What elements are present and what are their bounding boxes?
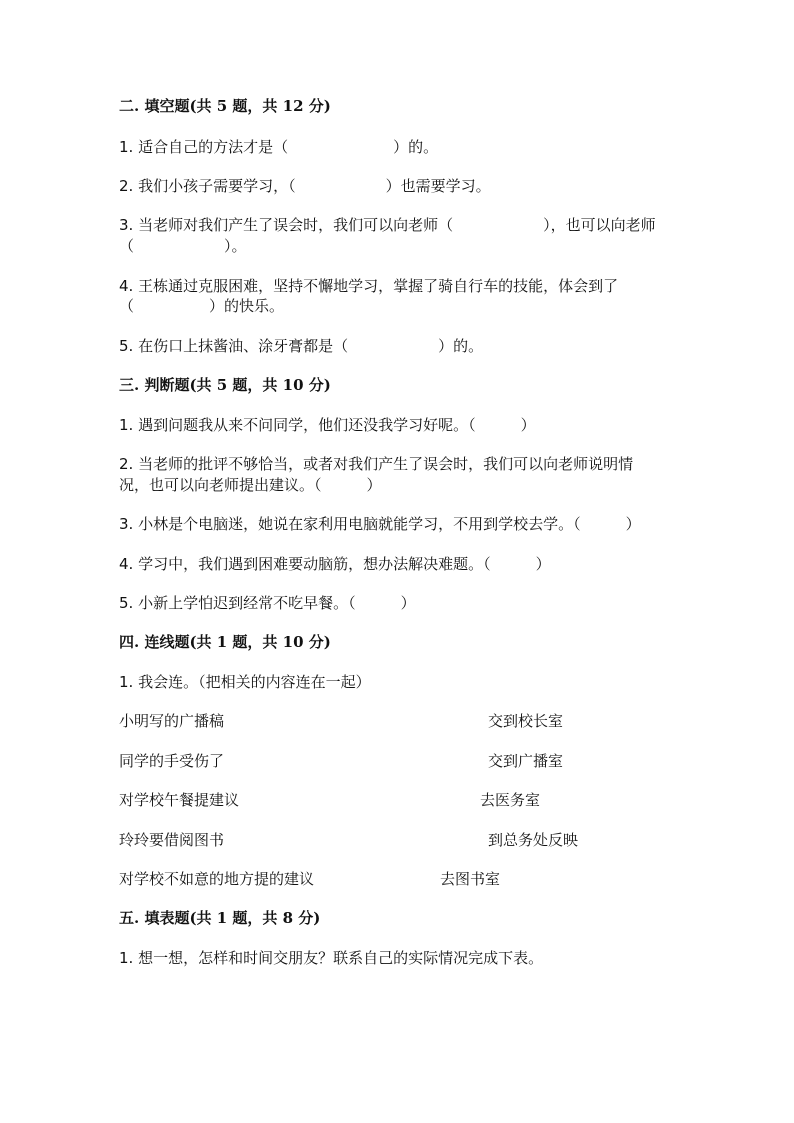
true-false-question-3: 3. 小林是个电脑迷，她说在家利用电脑就能学习，不用到学校去学。（ ） [119, 515, 641, 533]
fill-blank-question-5: 5. 在伤口上抹酱油、涂牙膏都是（ ）的。 [119, 337, 484, 355]
true-false-question-5: 5. 小新上学怕迟到经常不吃早餐。（ ） [119, 594, 416, 612]
fill-blank-question-4-line-2: （ ）的快乐。 [119, 297, 285, 315]
matching-left-item: 小明写的广播稿 [119, 712, 225, 730]
section-heading-fill-blank: 二. 填空题(共 5 题，共 12 分) [119, 97, 331, 115]
true-false-question-2-line-2: 况，也可以向老师提出建议。（ ） [119, 476, 382, 494]
section-heading-fill-table: 五. 填表题(共 1 题，共 8 分) [119, 909, 321, 927]
fill-blank-question-1: 1. 适合自己的方法才是（ ）的。 [119, 138, 439, 156]
matching-left-item: 对学校不如意的地方提的建议 [119, 870, 315, 888]
matching-right-item: 交到广播室 [488, 752, 564, 770]
matching-left-item: 玲玲要借阅图书 [119, 831, 225, 849]
fill-blank-question-4-line-1: 4. 王栋通过克服困难，坚持不懈地学习，掌握了骑自行车的技能，体会到了 [119, 277, 619, 295]
section-heading-matching: 四. 连线题(共 1 题，共 10 分) [119, 633, 331, 651]
true-false-question-4: 4. 学习中，我们遇到困难要动脑筋，想办法解决难题。（ ） [119, 555, 551, 573]
fill-blank-question-3-line-1: 3. 当老师对我们产生了误会时，我们可以向老师（ ），也可以向老师 [119, 216, 656, 234]
fill-table-question-1: 1. 想一想，怎样和时间交朋友？联系自己的实际情况完成下表。 [119, 949, 544, 967]
matching-question-1: 1. 我会连。（把相关的内容连在一起） [119, 673, 371, 691]
fill-blank-question-2: 2. 我们小孩子需要学习，（ ）也需要学习。 [119, 177, 491, 195]
matching-right-item: 交到校长室 [488, 712, 564, 730]
matching-left-item: 同学的手受伤了 [119, 752, 225, 770]
fill-blank-question-3-line-2: （ ）。 [119, 237, 247, 255]
matching-right-item: 去图书室 [440, 870, 501, 888]
section-heading-true-false: 三. 判断题(共 5 题，共 10 分) [119, 376, 331, 394]
matching-left-item: 对学校午餐提建议 [119, 791, 240, 809]
true-false-question-2-line-1: 2. 当老师的批评不够恰当，或者对我们产生了误会时，我们可以向老师说明情 [119, 455, 634, 473]
matching-right-item: 到总务处反映 [488, 831, 579, 849]
true-false-question-1: 1. 遇到问题我从来不问同学，他们还没我学习好呢。（ ） [119, 416, 536, 434]
matching-right-item: 去医务室 [480, 791, 541, 809]
